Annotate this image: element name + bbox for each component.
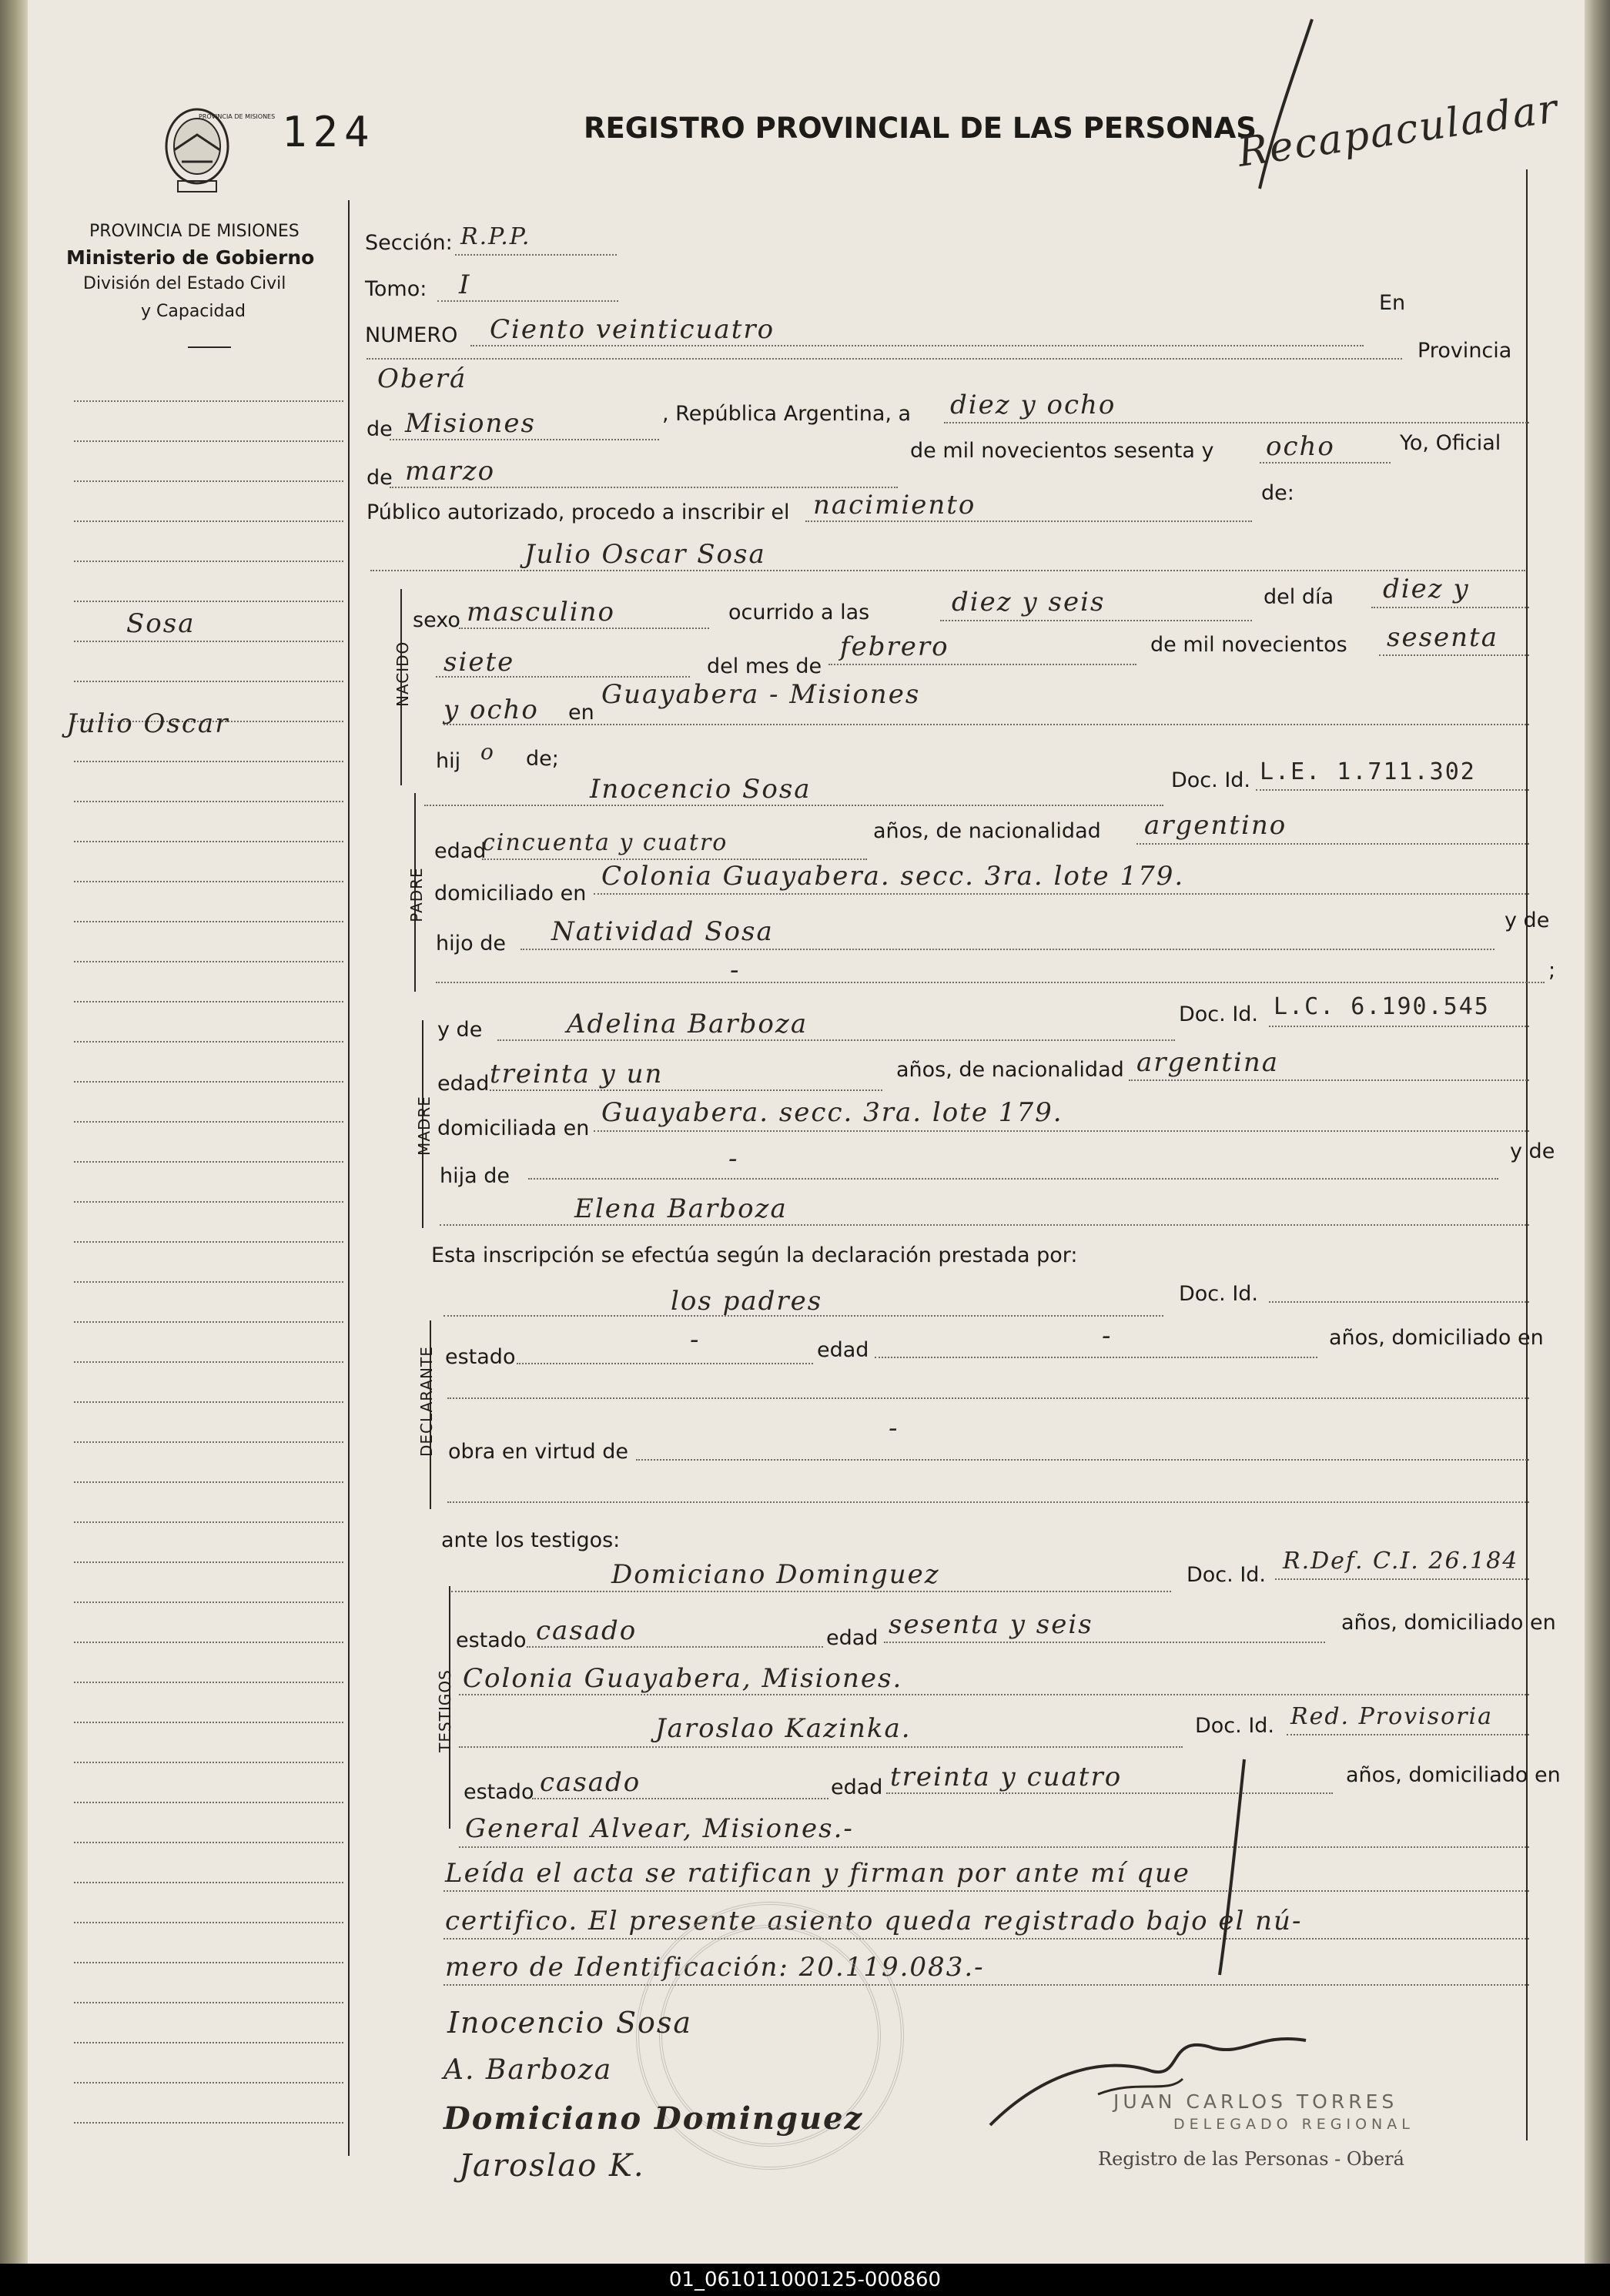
dia-line <box>1371 607 1529 608</box>
margin-rule <box>74 681 343 682</box>
padre-domicilio: Colonia Guayabera. secc. 3ra. lote 179. <box>601 861 1185 892</box>
margin-rule <box>74 1962 343 1963</box>
margin-rule <box>74 520 343 522</box>
dia2-line <box>436 676 690 678</box>
margin-rule <box>74 1161 343 1163</box>
t1-estado: casado <box>536 1615 638 1646</box>
mes-line <box>828 664 1136 665</box>
t2-doc-line <box>1287 1734 1529 1735</box>
en-label: En <box>1379 291 1406 315</box>
tomo-line <box>437 300 618 302</box>
t1-edad: sesenta y seis <box>889 1609 1093 1640</box>
seccion-value: R.P.P. <box>460 223 531 250</box>
sexo-line <box>459 628 709 629</box>
margin-rule <box>74 1521 343 1523</box>
signature-stroke <box>1213 1755 1260 1979</box>
signature-3: Domiciano Dominguez <box>444 2100 864 2137</box>
margin-rule <box>74 1441 343 1443</box>
padre-doc-label: Doc. Id. <box>1171 768 1251 792</box>
padre-edad-label: edad <box>434 839 487 863</box>
t2-estado-line <box>532 1798 828 1799</box>
margin-rule <box>74 1401 343 1403</box>
madre-madre-de: Elena Barboza <box>574 1193 788 1224</box>
publico-label: Público autorizado, procedo a inscribir el <box>367 500 790 524</box>
hij-label: hij <box>436 749 461 773</box>
page-edges <box>1585 0 1610 2264</box>
day-line <box>944 422 1529 423</box>
padre-dom-label: domiciliado en <box>434 882 587 905</box>
authority-ministry: Ministerio de Gobierno <box>66 246 315 269</box>
declarante-nombre-line <box>444 1315 1163 1317</box>
authority-capacity: y Capacidad <box>141 302 246 321</box>
declarante-estado-label: estado <box>445 1345 516 1369</box>
t2-anios-label: años, domiciliado en <box>1346 1763 1561 1787</box>
margin-rule <box>74 480 343 482</box>
official-name: JUAN CARLOS TORRES <box>1113 2090 1398 2113</box>
margin-rule <box>74 1602 343 1603</box>
t2-edad-line <box>886 1792 1333 1794</box>
province-value: Misiones <box>405 408 536 439</box>
anio-value-1: sesenta <box>1387 622 1498 653</box>
declarante-nombre: los padres <box>671 1286 823 1317</box>
place-value: Oberá <box>377 363 467 394</box>
t2-doc-label: Doc. Id. <box>1195 1714 1275 1738</box>
authority-division: División del Estado Civil <box>83 274 286 293</box>
madre-nac-label: años, de nacionalidad <box>896 1058 1124 1082</box>
margin-rule <box>74 1842 343 1843</box>
year-label: de mil novecientos sesenta y <box>910 439 1214 463</box>
anio-value-2: y ocho <box>444 694 539 725</box>
hora-value: diez y seis <box>952 587 1106 618</box>
lugar-value: Guayabera - Misiones <box>601 679 921 710</box>
madre-nombre: Adelina Barboza <box>567 1009 808 1039</box>
t1-anios-label: años, domiciliado en <box>1341 1611 1556 1635</box>
annotation-stroke <box>1244 15 1337 192</box>
margin-rule <box>74 1361 343 1363</box>
person-name: Julio Oscar Sosa <box>524 539 766 570</box>
republica-label: , República Argentina, a <box>662 402 912 426</box>
seccion-label: Sección: <box>365 231 453 255</box>
place-line <box>367 358 1402 360</box>
margin-rule <box>74 1041 343 1043</box>
margin-surname: Sosa <box>126 608 196 639</box>
closing-line-2-rule <box>444 1938 1529 1940</box>
declarante-edad-label: edad <box>817 1338 869 1362</box>
image-caption: 01_061011000125-000860 <box>0 2264 1610 2296</box>
official-title: DELEGADO REGIONAL <box>1173 2116 1414 2133</box>
declarante-obra-line-2 <box>447 1501 1529 1503</box>
t1-nombre-line <box>451 1591 1171 1592</box>
year-value: ocho <box>1266 431 1335 462</box>
madre-nac-line <box>1129 1079 1529 1081</box>
nacido-section-label: NACIDO <box>393 641 412 707</box>
margin-rule <box>74 2082 343 2083</box>
signature-1: Inocencio Sosa <box>447 2006 693 2040</box>
padre-nombre-line <box>424 805 1163 806</box>
padre-nac-label: años, de nacionalidad <box>873 819 1101 843</box>
declarante-edad-line <box>875 1357 1317 1358</box>
authority-province: PROVINCIA DE MISIONES <box>89 222 300 241</box>
signature-2: A. Barboza <box>444 2054 613 2086</box>
mes-label: del mes de <box>707 654 822 678</box>
de-born-label: de; <box>526 747 559 771</box>
closing-line-2: certifico. El presente asiento queda registrado bajo el nú- <box>445 1906 1303 1936</box>
hij-suffix: o <box>480 739 495 765</box>
t1-edad-label: edad <box>826 1626 879 1650</box>
margin-rule <box>74 440 343 442</box>
margin-rule <box>74 921 343 922</box>
closing-line-3: mero de Identificación: 20.119.083.- <box>445 1952 985 1983</box>
mes-value: febrero <box>840 631 949 662</box>
closing-line-3-rule <box>444 1984 1529 1986</box>
sexo-value: masculino <box>467 597 616 628</box>
lugar-line <box>444 724 1529 725</box>
padre-doc: L.E. 1.711.302 <box>1260 758 1476 785</box>
margin-rule <box>74 1682 343 1683</box>
dia-label: del día <box>1264 585 1334 609</box>
declarante-intro: Esta inscripción se efectúa según la declaración prestada por: <box>431 1243 1078 1267</box>
margin-rule <box>74 801 343 802</box>
margin-given-names: Julio Oscar <box>66 708 229 739</box>
t1-doc-label: Doc. Id. <box>1187 1563 1267 1587</box>
month-de-label: de <box>367 466 393 490</box>
margin-rule <box>74 1722 343 1723</box>
margin-rule <box>74 1121 343 1123</box>
padre-y-de-line <box>436 982 1545 983</box>
padre-hijo-de: Natividad Sosa <box>551 916 774 947</box>
t2-dom-line <box>459 1846 1529 1848</box>
margin-rule <box>74 561 343 562</box>
t2-nombre-line <box>459 1746 1183 1748</box>
padre-y-de: - <box>730 955 741 986</box>
madre-edad: treinta y un <box>490 1059 664 1089</box>
margin-rule <box>74 1762 343 1763</box>
t2-edad: treinta y cuatro <box>890 1762 1123 1792</box>
margin-rule <box>74 1922 343 1923</box>
margin-rule <box>74 1321 343 1323</box>
numero-line <box>470 345 1364 346</box>
official-signature-icon <box>982 2002 1444 2133</box>
anio-line <box>1379 654 1529 656</box>
hora-line <box>940 620 1252 621</box>
testigos-section-label: TESTIGOS <box>436 1669 454 1752</box>
t1-doc-line <box>1275 1578 1529 1580</box>
declarante-dom-line <box>447 1397 1529 1399</box>
person-name-line <box>370 570 1525 571</box>
tomo-label: Tomo: <box>365 277 427 301</box>
t2-doc: Red. Provisoria <box>1290 1703 1494 1730</box>
numero-value: Ciento veinticuatro <box>490 314 775 345</box>
day-value: diez y ocho <box>950 390 1116 420</box>
margin-rule <box>74 1001 343 1002</box>
margin-rule <box>74 1882 343 1883</box>
margin-rule <box>74 1201 343 1203</box>
margin-rule <box>74 1241 343 1243</box>
madre-dom-label: domiciliada en <box>437 1116 590 1140</box>
madre-doc-line <box>1269 1026 1529 1027</box>
annotation-stamp: Recapaculadar <box>1234 85 1561 176</box>
margin-rule <box>74 1481 343 1483</box>
margin-rule <box>74 1081 343 1083</box>
t1-estado-line <box>527 1646 823 1648</box>
page-title: REGISTRO PROVINCIAL DE LAS PERSONAS <box>584 112 1257 145</box>
madre-hija-label: hija de <box>440 1164 510 1188</box>
padre-nombre: Inocencio Sosa <box>590 774 812 805</box>
declarante-doc-label: Doc. Id. <box>1179 1282 1259 1306</box>
t2-nombre: Jaroslao Kazinka. <box>655 1713 912 1744</box>
padre-hijo-label: hijo de <box>436 932 506 956</box>
margin-rule <box>74 1642 343 1643</box>
declarante-anios-label: años, domiciliado en <box>1329 1326 1544 1350</box>
de-label: de <box>367 417 393 441</box>
madre-doc-label: Doc. Id. <box>1179 1002 1259 1026</box>
dia-value-2: siete <box>444 647 515 678</box>
authority-rule <box>188 346 231 348</box>
margin-rule <box>74 1561 343 1563</box>
padre-nac-line <box>1136 843 1529 845</box>
sexo-label: sexo <box>413 608 460 632</box>
document-page <box>28 0 1585 2264</box>
seccion-line <box>455 254 617 256</box>
padre-semicolon: ; <box>1548 959 1556 982</box>
margin-rule <box>74 641 343 642</box>
t1-domicilio: Colonia Guayabera, Misiones. <box>463 1663 903 1694</box>
seal-text: PROVINCIA DE MISIONES <box>199 113 276 120</box>
margin-rule <box>74 2042 343 2043</box>
month-value: marzo <box>405 456 496 487</box>
padre-hijo-line <box>520 949 1495 950</box>
province-line <box>390 439 659 440</box>
padre-edad: cincuenta y cuatro <box>482 829 728 856</box>
margin-rule <box>74 400 343 402</box>
page-number: 124 <box>282 108 376 156</box>
padre-edad-line <box>482 858 867 860</box>
madre-y-de2-label: y de <box>1510 1140 1555 1163</box>
margin-rule <box>74 881 343 882</box>
month-line <box>390 487 898 488</box>
padre-y-de-label: y de <box>1505 909 1550 932</box>
madre-y-de-label: y de <box>437 1018 483 1042</box>
numero-label: NUMERO <box>365 323 458 347</box>
margin-rule <box>74 961 343 962</box>
t1-edad-line <box>884 1642 1325 1643</box>
madre-nombre-line <box>497 1039 1175 1041</box>
margin-rule <box>74 2122 343 2124</box>
en-born-label: en <box>568 701 594 725</box>
madre-doc: L.C. 6.190.545 <box>1274 993 1490 1020</box>
t2-domicilio: General Alvear, Misiones.- <box>465 1813 854 1844</box>
madre-edad-line <box>490 1089 882 1091</box>
declarante-obra: - <box>889 1413 899 1444</box>
t2-estado-label: estado <box>464 1780 534 1804</box>
act-suffix: de: <box>1261 481 1294 505</box>
act-value: nacimiento <box>813 490 976 520</box>
declarante-obra-label: obra en virtud de <box>448 1440 628 1464</box>
t1-nombre: Domiciano Dominguez <box>611 1559 940 1590</box>
official-office: Registro de las Personas - Oberá <box>1098 2148 1404 2170</box>
closing-line-1-rule <box>444 1890 1529 1892</box>
signature-4: Jaroslao K. <box>459 2148 645 2184</box>
margin-divider <box>348 200 350 2156</box>
declarante-estado: - <box>690 1324 701 1355</box>
madre-edad-label: edad <box>437 1072 490 1096</box>
declarante-estado-line <box>517 1363 813 1364</box>
margin-rule <box>74 1281 343 1283</box>
t2-estado: casado <box>540 1767 641 1798</box>
madre-hija-line <box>528 1178 1498 1180</box>
declarante-section-label: DECLARANTE <box>417 1346 436 1457</box>
madre-madre-line <box>440 1224 1529 1226</box>
anio-label: de mil novecientos <box>1150 633 1347 657</box>
tomo-value: I <box>459 269 471 300</box>
margin-rule <box>74 601 343 602</box>
act-line <box>805 520 1252 522</box>
yo-label: Yo, Oficial <box>1400 431 1501 455</box>
closing-line-1: Leída el acta se ratifican y firman por ante mí que <box>445 1858 1190 1889</box>
madre-domicilio: Guayabera. secc. 3ra. lote 179. <box>601 1097 1063 1128</box>
dia-value-1: diez y <box>1383 574 1470 604</box>
t2-edad-label: edad <box>831 1776 883 1799</box>
padre-doc-line <box>1256 789 1529 791</box>
year-line <box>1260 462 1391 464</box>
declarante-doc-line <box>1269 1301 1529 1303</box>
padre-nacionalidad: argentino <box>1144 810 1287 841</box>
margin-rule <box>74 2002 343 2003</box>
declarante-obra-line <box>636 1459 1529 1461</box>
padre-section-label: PADRE <box>407 867 426 922</box>
margin-rule <box>74 841 343 842</box>
madre-section-label: MADRE <box>415 1096 433 1156</box>
t1-doc: R.Def. C.I. 26.184 <box>1283 1548 1519 1575</box>
madre-hija-de: - <box>728 1143 739 1174</box>
testigos-intro: ante los testigos: <box>441 1528 621 1552</box>
book-binding <box>0 0 28 2264</box>
provincia-label: Provincia <box>1418 339 1512 363</box>
ocurrido-label: ocurrido a las <box>728 601 870 624</box>
t1-dom-line <box>459 1694 1529 1695</box>
margin-rule <box>74 761 343 762</box>
padre-dom-line <box>594 893 1529 895</box>
madre-nacionalidad: argentina <box>1136 1047 1280 1078</box>
margin-rule <box>74 1802 343 1803</box>
declarante-edad: - <box>1102 1320 1113 1351</box>
t1-estado-label: estado <box>456 1628 527 1652</box>
madre-dom-line <box>594 1130 1529 1132</box>
